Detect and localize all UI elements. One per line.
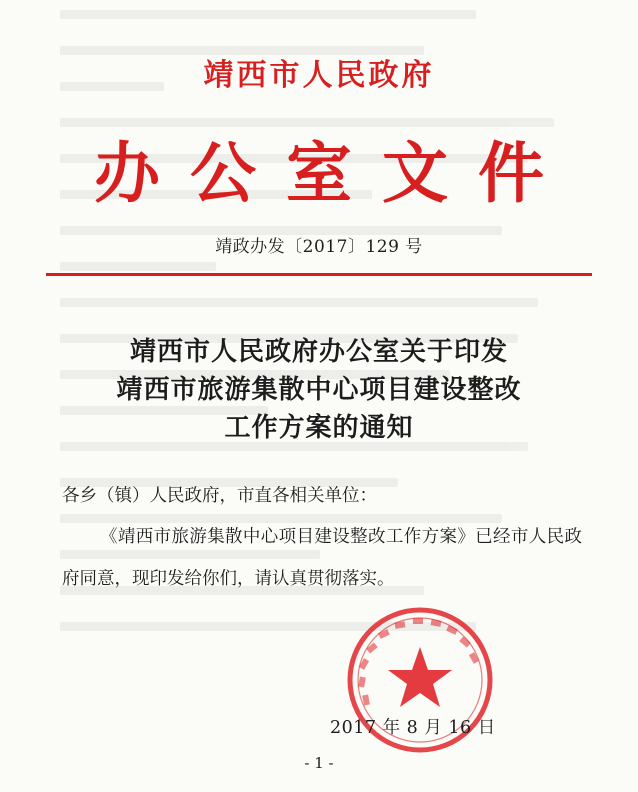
red-separator-line [46, 273, 592, 276]
notice-title-line-1: 靖西市人民政府办公室关于印发 [129, 337, 508, 367]
body-paragraph: 《靖西市旅游集散中心项目建设整改工作方案》已经市人民政府同意，现印发给你们，请认真贯彻落实。 [62, 527, 582, 589]
issue-date: 2017 年 8 月 16 日 [330, 718, 496, 738]
salutation: 各乡（镇）人民政府，市直各相关单位： [62, 486, 377, 506]
page-number: - 1 - [304, 754, 334, 772]
notice-title [0, 333, 638, 447]
notice-title-line-3: 工作方案的通知 [224, 413, 414, 443]
document-type-heading: 办公室文件 [94, 134, 574, 212]
notice-title-line-2: 靖西市旅游集散中心项目建设整改 [116, 375, 522, 405]
issuer-name: 靖西市人民政府 [203, 58, 435, 93]
document-number: 靖政办发〔2017〕129 号 [215, 237, 423, 257]
